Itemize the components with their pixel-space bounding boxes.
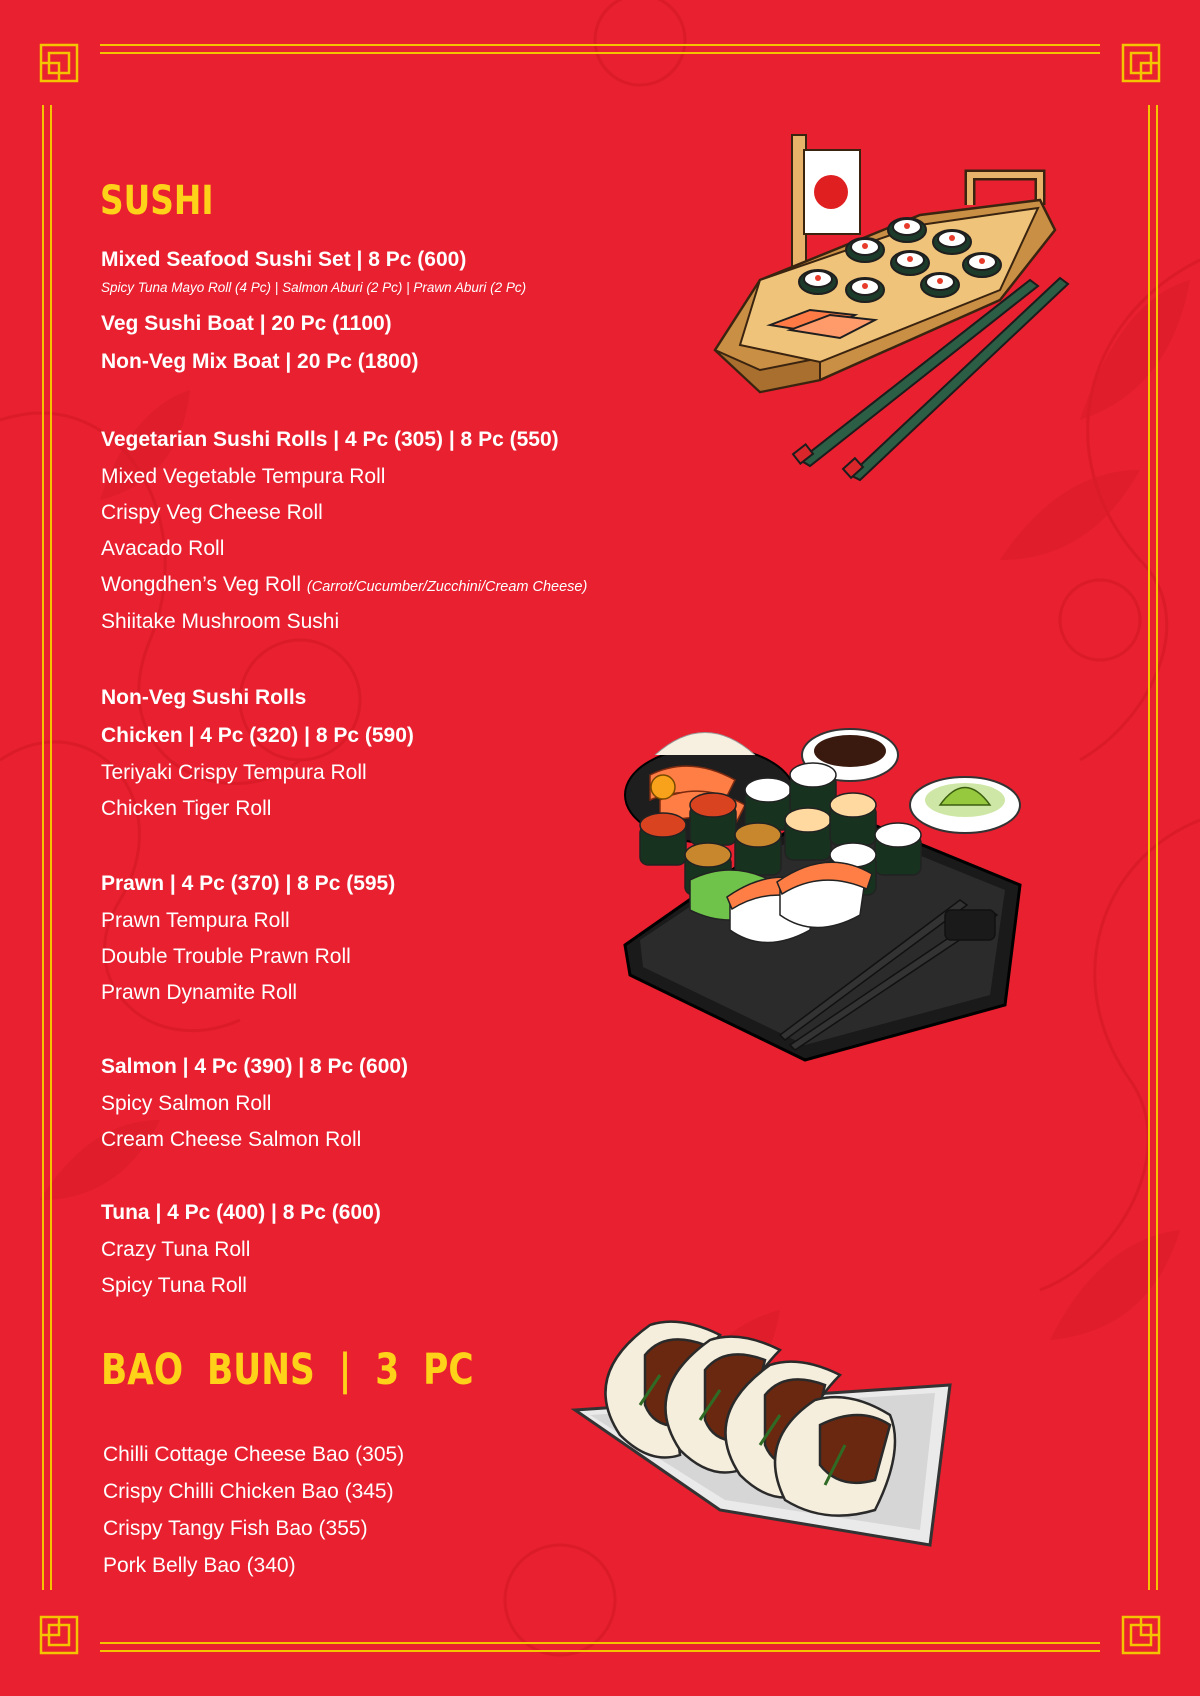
veg-sushi-boat: Veg Sushi Boat | 20 Pc (1100) [101, 312, 392, 335]
veg-roll-item-note: (Carrot/Cucumber/Zucchini/Cream Cheese) [306, 579, 588, 595]
tuna-item: Crazy Tuna Roll [101, 1238, 251, 1261]
tuna-item: Spicy Tuna Roll [101, 1274, 247, 1297]
bao-section-title: BAO BUNS | 3 PC [101, 1345, 474, 1395]
veg-roll-item: Avacado Roll [101, 537, 225, 560]
sushi-boat-icon [700, 130, 1120, 490]
bao-item: Crispy Chilli Chicken Bao (345) [103, 1480, 394, 1503]
prawn-heading: Prawn | 4 Pc (370) | 8 Pc (595) [101, 872, 396, 895]
sushi-platter-icon [615, 705, 1085, 1140]
nonveg-rolls-heading: Non-Veg Sushi Rolls [101, 686, 307, 709]
bao-item: Pork Belly Bao (340) [103, 1554, 296, 1577]
corner-ornament-top-left [38, 42, 84, 88]
tuna-heading: Tuna | 4 Pc (400) | 8 Pc (600) [101, 1201, 381, 1224]
veg-roll-item: Crispy Veg Cheese Roll [101, 501, 323, 524]
corner-ornament-bottom-left [38, 1610, 84, 1656]
mixed-seafood-set-description: Spicy Tuna Mayo Roll (4 Pc) | Salmon Aburi (2 Pc) | Prawn Aburi (2 Pc) [101, 280, 527, 295]
bao-buns-icon [570, 1315, 990, 1560]
nonveg-mix-boat: Non-Veg Mix Boat | 20 Pc (1800) [101, 350, 419, 373]
mixed-seafood-set: Mixed Seafood Sushi Set | 8 Pc (600) [101, 248, 467, 271]
veg-roll-item [101, 573, 587, 597]
veg-roll-item-name: Wongdhen’s Veg Roll [101, 573, 302, 596]
chicken-heading: Chicken | 4 Pc (320) | 8 Pc (590) [101, 724, 414, 747]
veg-roll-item: Shiitake Mushroom Sushi [101, 610, 340, 633]
salmon-item: Cream Cheese Salmon Roll [101, 1128, 362, 1151]
bao-item: Crispy Tangy Fish Bao (355) [103, 1517, 368, 1540]
sushi-section-title: SUSHI [100, 178, 214, 224]
bao-item: Chilli Cottage Cheese Bao (305) [103, 1443, 405, 1466]
prawn-item: Double Trouble Prawn Roll [101, 945, 351, 968]
salmon-heading: Salmon | 4 Pc (390) | 8 Pc (600) [101, 1055, 409, 1078]
corner-ornament-bottom-right [1116, 1610, 1162, 1656]
chicken-item: Teriyaki Crispy Tempura Roll [101, 761, 367, 784]
prawn-item: Prawn Tempura Roll [101, 909, 290, 932]
salmon-item: Spicy Salmon Roll [101, 1092, 272, 1115]
veg-roll-item: Mixed Vegetable Tempura Roll [101, 465, 386, 488]
corner-ornament-top-right [1116, 42, 1162, 88]
chicken-item: Chicken Tiger Roll [101, 797, 272, 820]
veg-rolls-heading: Vegetarian Sushi Rolls | 4 Pc (305) | 8 Pc (550) [101, 428, 559, 451]
prawn-item: Prawn Dynamite Roll [101, 981, 298, 1004]
